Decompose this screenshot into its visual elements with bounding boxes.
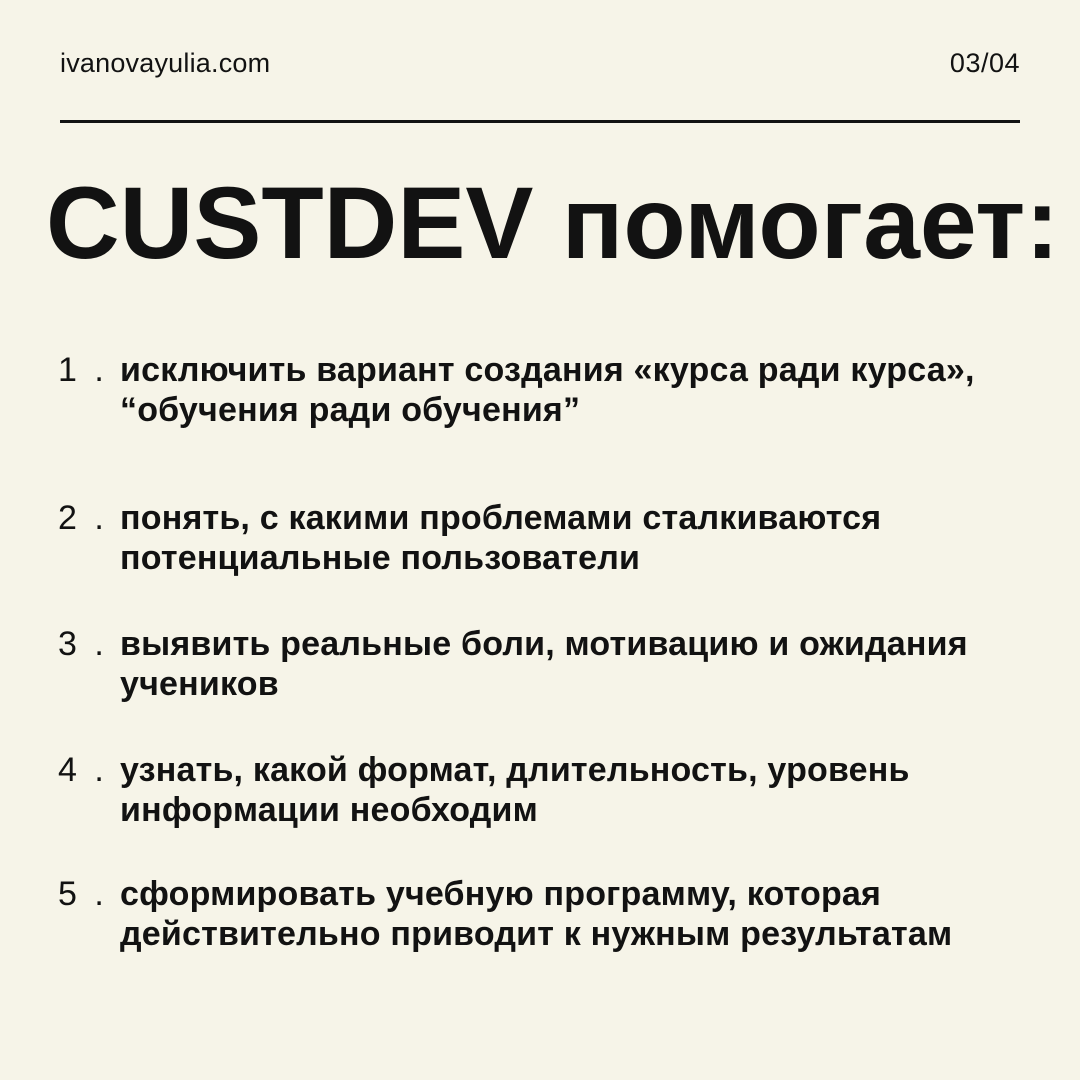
- list-item-number: 3 .: [58, 625, 108, 663]
- list-item-number: 4 .: [58, 751, 108, 789]
- list-item-text: узнать, какой формат, длительность, уровень информации необходим: [120, 751, 910, 829]
- list-item-number: 1 .: [58, 351, 108, 389]
- list-item-number: 2 .: [58, 499, 108, 537]
- page-title: CUSTDEV помогает:: [46, 166, 1060, 280]
- site-url: ivanovayulia.com: [60, 48, 271, 78]
- list-item-text: понять, с какими проблемами сталкиваются потенциальные пользователи: [120, 499, 882, 577]
- list-item-text: выявить реальные боли, мотивацию и ожидания учеников: [120, 625, 968, 703]
- list-item-number: 5 .: [58, 875, 108, 913]
- header-divider: [60, 120, 1020, 123]
- page-counter: 03/04: [949, 48, 1020, 78]
- list-item-text: сформировать учебную программу, которая действительно приводит к нужным результатам: [120, 875, 953, 953]
- list-item-text: исключить вариант создания «курса ради курса», “обучения ради обучения”: [120, 351, 975, 429]
